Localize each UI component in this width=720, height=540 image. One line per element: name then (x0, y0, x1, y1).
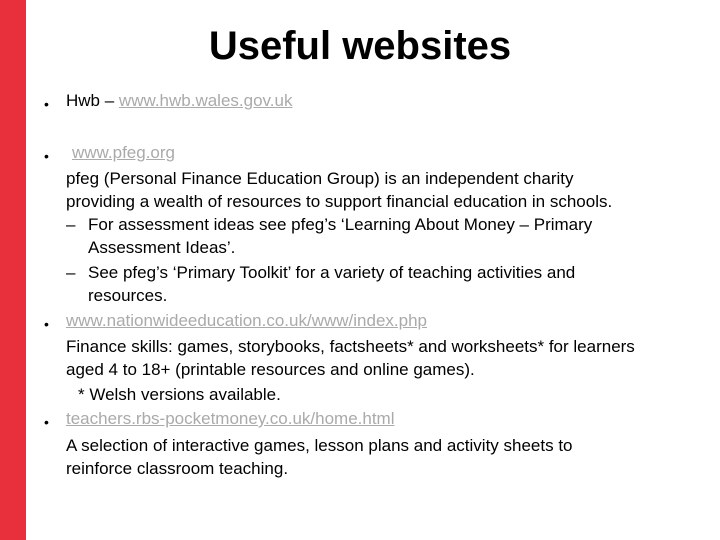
bullet-icon: • (44, 96, 49, 112)
pfeg-link[interactable]: www.pfeg.org (72, 143, 175, 162)
dash-icon: – (66, 263, 76, 282)
list-item-nationwide (66, 310, 427, 332)
pfeg-subitem-line: See pfeg’s ‘Primary Toolkit’ for a variety of teaching activities and (88, 263, 576, 282)
accent-side-bar (0, 0, 26, 540)
pfeg-desc-line: providing a wealth of resources to support financial education in schools. (66, 192, 613, 211)
pfeg-desc-line: pfeg (Personal Finance Education Group) is an independent charity (66, 169, 574, 188)
bullet-icon: • (44, 148, 49, 164)
nationwide-desc-line: Finance skills: games, storybooks, factsheets* and worksheets* for learners (66, 337, 635, 356)
dash-icon: – (66, 215, 76, 234)
rbs-desc-line: A selection of interactive games, lesson plans and activity sheets to (66, 436, 573, 455)
list-item-rbs (66, 408, 395, 430)
bullet-icon: • (44, 316, 49, 332)
page-title: Useful websites (208, 24, 512, 68)
list-item-pfeg (72, 142, 175, 164)
rbs-link[interactable]: teachers.rbs-pocketmoney.co.uk/home.html (66, 409, 395, 428)
nationwide-desc-line: * Welsh versions available. (78, 385, 281, 404)
list-item-hwb: Hwb – www.hwb.wales.gov.uk (66, 91, 293, 110)
nationwide-link[interactable]: www.nationwideeducation.co.uk/www/index.php (66, 311, 427, 330)
bullet-icon: • (44, 414, 49, 430)
nationwide-desc-line: aged 4 to 18+ (printable resources and online games). (66, 360, 475, 379)
rbs-desc-line: reinforce classroom teaching. (66, 459, 289, 478)
pfeg-subitem-line: For assessment ideas see pfeg’s ‘Learning About Money – Primary (88, 215, 593, 234)
pfeg-subitem-line: resources. (88, 286, 168, 305)
pfeg-subitem-line: Assessment Ideas’. (88, 238, 236, 257)
hwb-link[interactable]: www.hwb.wales.gov.uk (118, 91, 293, 110)
